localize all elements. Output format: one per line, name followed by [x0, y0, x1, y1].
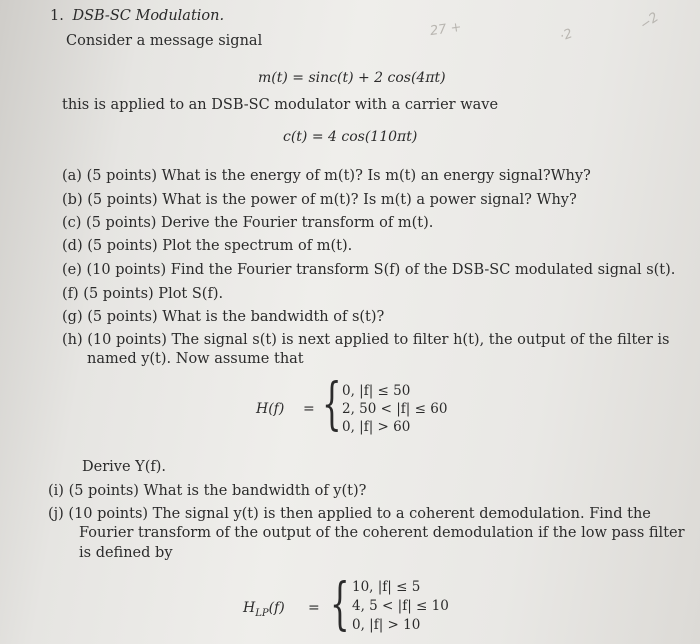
filter-hlp-equals: = [308, 600, 320, 616]
filter-hlp-lhs: $H_{LP}(f)$ [243, 600, 285, 619]
filter-hlp-case-2: 4, 5 < |f| ≤ 10 [352, 598, 449, 614]
part-j: (j) (10 points) The signal y(t) is then applied to a coherent demodulation. Find the [48, 506, 651, 522]
message-equation: m(t) = sinc(t) + 2 cos(4πt) [258, 70, 446, 86]
part-e: (e) (10 points) Find the Fourier transform S(f) of the DSB-SC modulated signal s(t). [62, 262, 676, 278]
pencil-scribble: 27 + [429, 19, 463, 40]
filter-h-equals: = [303, 401, 315, 417]
part-h: (h) (10 points) The signal s(t) is next applied to filter h(t), the output of the filter is [62, 332, 670, 348]
filter-h-case-2: 2, 50 < |f| ≤ 60 [342, 401, 448, 417]
problem-intro: Consider a message signal [66, 33, 263, 49]
problem-number: 1. [50, 8, 64, 24]
filter-hlp-case-3: 0, |f| > 10 [352, 617, 421, 633]
problem-applied-text: this is applied to an DSB-SC modulator with a carrier wave [62, 97, 499, 113]
part-j-line-2: Fourier transform of the output of the coherent demodulation if the low pass filter [79, 525, 685, 541]
part-f: (f) (5 points) Plot S(f). [62, 286, 224, 302]
part-d: (d) (5 points) Plot the spectrum of m(t). [62, 238, 353, 254]
derive-y-text: Derive Y(f). [82, 459, 167, 475]
left-brace-icon: { [330, 572, 350, 637]
filter-h-case-1: 0, |f| ≤ 50 [342, 383, 411, 399]
filter-h-lhs: H(f) [256, 401, 285, 417]
problem-title: DSB-SC Modulation. [72, 8, 225, 24]
part-a: (a) (5 points) What is the energy of m(t)? Is m(t) an energy signal?Why? [62, 168, 591, 184]
filter-hlp-case-1: 10, |f| ≤ 5 [352, 579, 421, 595]
filter-h-case-3: 0, |f| > 60 [342, 419, 411, 435]
part-h-continued: named y(t). Now assume that [87, 351, 304, 367]
problem-header [50, 8, 224, 24]
part-g: (g) (5 points) What is the bandwidth of s(t)? [62, 309, 385, 325]
carrier-equation: c(t) = 4 cos(110πt) [283, 129, 418, 145]
left-brace-icon: { [322, 372, 342, 437]
part-b: (b) (5 points) What is the power of m(t)? Is m(t) a power signal? Why? [62, 192, 577, 208]
part-c: (c) (5 points) Derive the Fourier transform of m(t). [62, 215, 434, 231]
pencil-scribble: ·2 [557, 26, 575, 45]
part-j-line-3: is defined by [79, 545, 173, 561]
pencil-scribble: −2 [637, 9, 662, 34]
part-i: (i) (5 points) What is the bandwidth of y(t)? [48, 483, 367, 499]
